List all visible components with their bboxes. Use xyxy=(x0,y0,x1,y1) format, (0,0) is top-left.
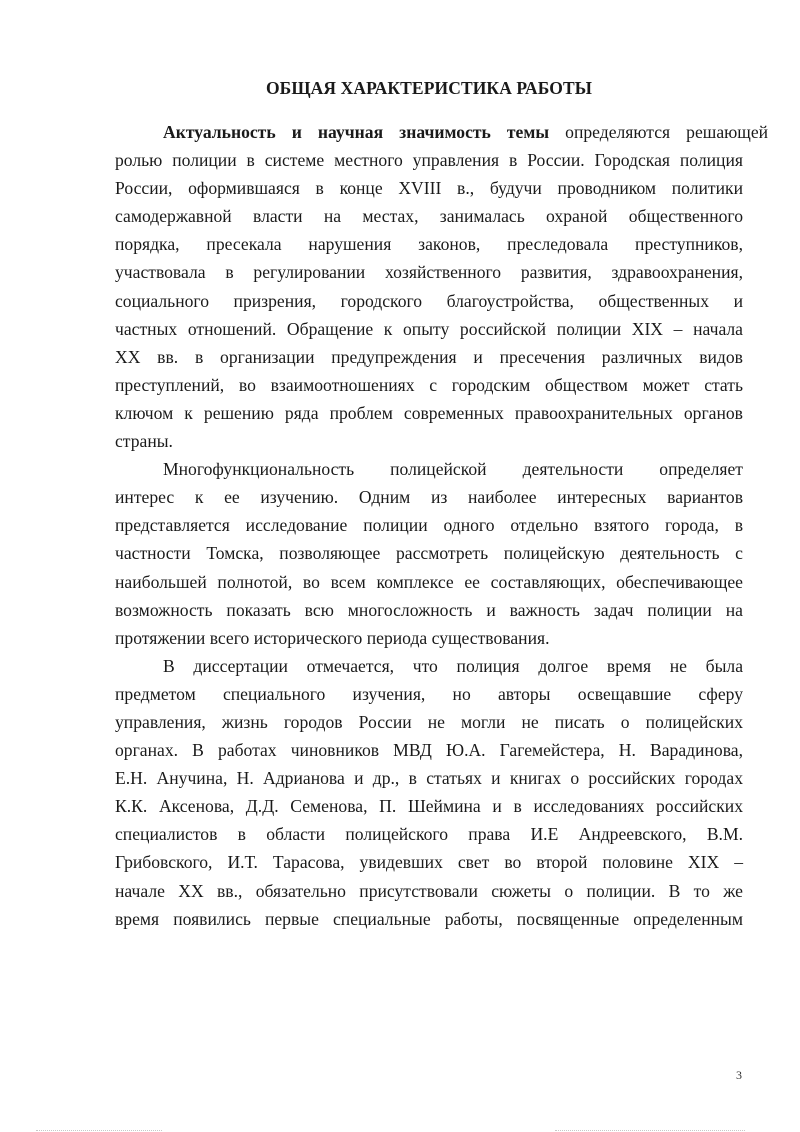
paragraph-3-line-6: К.К. Аксенова, Д.Д. Семенова, П. Шеймина и в исследованиях российских xyxy=(115,796,743,817)
paragraph-2-line-6: возможность показать всю многосложность и важность задач полиции на xyxy=(115,599,743,620)
paragraph-1-line-4: самодержавной власти на местах, занималась охраной общественного xyxy=(115,206,743,227)
page-number: 3 xyxy=(736,1068,742,1082)
paragraph-1-line-12: страны. xyxy=(115,431,173,452)
paragraph-2-line-7: протяжении всего исторического периода существования. xyxy=(115,627,550,648)
paragraph-1-line-9: XX вв. в организации предупреждения и пресечения различных видов xyxy=(115,346,743,367)
paragraph-3-line-2: предметом специального изучения, но авторы освещавшие сферу xyxy=(115,683,743,704)
paragraph-1-line-10: преступлений, во взаимоотношениях с городским обществом может стать xyxy=(115,374,743,395)
paragraph-3-line-8: Грибовского, И.Т. Тарасова, увидевших свет во второй половине XIX – xyxy=(115,852,743,873)
paragraph-2-line-2: интерес к ее изучению. Одним из наиболее интересных вариантов xyxy=(115,487,743,508)
paragraph-3-line-3: управления, жизнь городов России не могли не писать о полицейских xyxy=(115,711,743,732)
paragraph-1-line-3: России, оформившаяся в конце XVIII в., будучи проводником политики xyxy=(115,178,743,199)
paragraph-3-line-7: специалистов в области полицейского права И.Е Андреевского, В.М. xyxy=(115,824,743,845)
paragraph-1-line-1 xyxy=(115,118,769,146)
paragraph-1-line-7: социального призрения, городского благоустройства, общественных и xyxy=(115,290,743,311)
paragraph-2-line-1: Многофункциональность полицейской деятельности определяет xyxy=(163,459,743,480)
topic-relevance-bold-lead: Актуальность и научная значимость темы xyxy=(163,122,550,142)
paragraph-1-line-6: участвовала в регулировании хозяйственного развития, здравоохранения, xyxy=(115,262,743,283)
section-title: ОБЩАЯ ХАРАКТЕРИСТИКА РАБОТЫ xyxy=(265,78,593,98)
paragraph-2-line-3: представляется исследование полиции одного отдельно взятого города, в xyxy=(115,515,743,536)
paragraph-1-line-8: частных отношений. Обращение к опыту российской полиции XIX – начала xyxy=(115,318,743,339)
body-text xyxy=(115,118,769,933)
paragraph-3-line-5: Е.Н. Анучина, Н. Адрианова и др., в статьях и книгах о российских городах xyxy=(115,768,743,789)
paragraph-3-line-10: время появились первые специальные работы, посвященные определенным xyxy=(115,908,743,929)
paragraph-1-line-2: ролью полиции в системе местного управления в России. Городская полиция xyxy=(115,150,743,171)
paragraph-3-line-1: В диссертации отмечается, что полиция долгое время не была xyxy=(163,655,743,676)
paragraph-3-line-9: начале XX вв., обязательно присутствовали сюжеты о полиции. В то же xyxy=(115,880,743,901)
paragraph-2-line-5: наибольшей полнотой, во всем комплексе ее составляющих, обеспечивающее xyxy=(115,571,743,592)
paragraph-1-line-11: ключом к решению ряда проблем современных правоохранительных органов xyxy=(115,402,743,423)
paragraph-3-line-4: органах. В работах чиновников МВД Ю.А. Гагемейстера, Н. Варадинова, xyxy=(115,740,743,761)
paragraph-2-line-4: частности Томска, позволяющее рассмотреть полицейскую деятельность с xyxy=(115,543,743,564)
paragraph-1-line-5: порядка, пресекала нарушения законов, преследовала преступников, xyxy=(115,234,743,255)
paragraph-1-line-1-text: определяются решающей xyxy=(549,122,769,142)
